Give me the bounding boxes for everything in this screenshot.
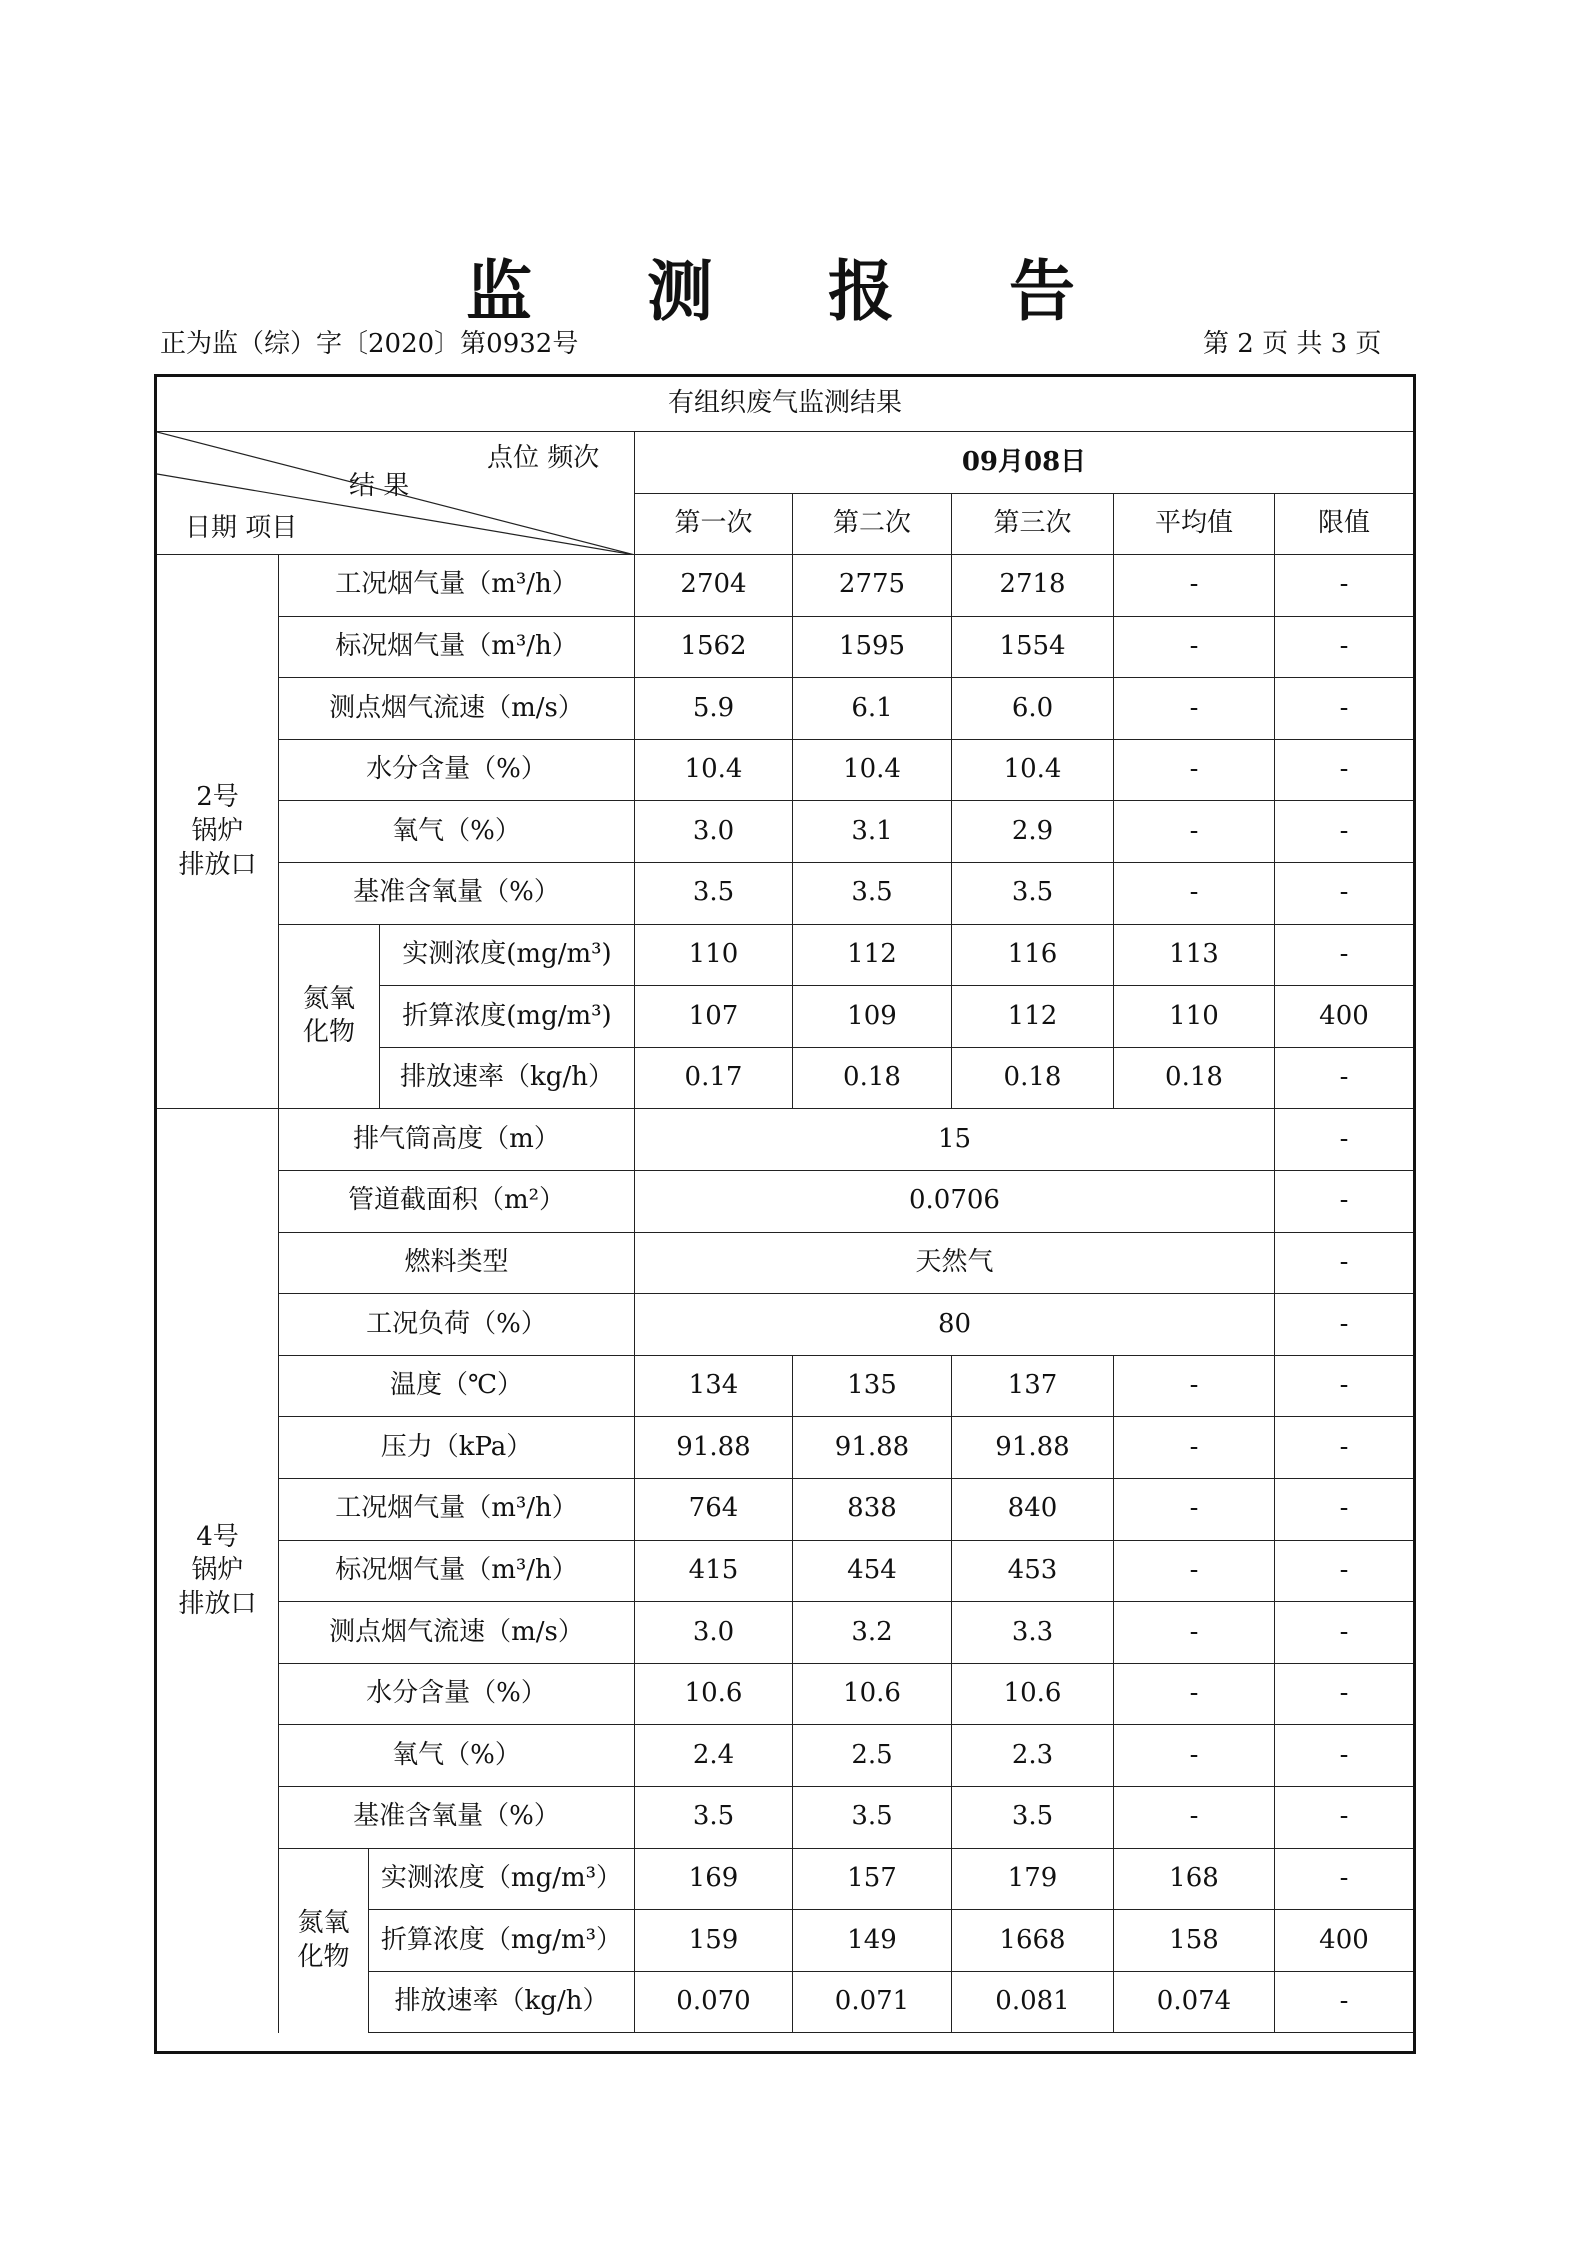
results-table — [154, 374, 1416, 2054]
boiler4-nox-row-0-value-1: 157 — [793, 1849, 952, 1911]
boiler2-nox-row-1-value-0: 107 — [635, 986, 793, 1048]
boiler2-row-2-value-2: 6.0 — [952, 678, 1114, 740]
boiler2-row-5-value-0: 3.5 — [635, 863, 793, 925]
boiler2-row-1-value-1: 1595 — [793, 617, 952, 679]
header-col-2: 第三次 — [952, 494, 1114, 555]
boiler4-nox-row-2-value-4: - — [1275, 1972, 1413, 2034]
header-date-item: 日期 项目 — [185, 513, 298, 543]
boiler4-row-5-value-4: - — [1275, 1664, 1413, 1726]
boiler4-row-4-value-1: 3.2 — [793, 1602, 952, 1664]
boiler2-nox-row-2-item: 排放速率（kg/h） — [380, 1048, 635, 1110]
boiler4-row-5-value-3: - — [1114, 1664, 1275, 1726]
boiler4-row-7-item: 基准含氧量（%） — [279, 1787, 635, 1849]
boiler2-row-2-value-1: 6.1 — [793, 678, 952, 740]
boiler2-row-0-value-4: - — [1275, 555, 1413, 617]
boiler4-nox-row-0-value-3: 168 — [1114, 1849, 1275, 1911]
boiler2-row-1-item: 标况烟气量（m³/h） — [279, 617, 635, 679]
boiler2-nox-row-2-value-3: 0.18 — [1114, 1048, 1275, 1110]
header-date: 09月08日 — [635, 432, 1413, 494]
section-label-boiler-2: 2号 锅炉 排放口 — [157, 555, 279, 1109]
boiler2-row-2-value-3: - — [1114, 678, 1275, 740]
boiler2-nox-row-2-value-4: - — [1275, 1048, 1413, 1110]
boiler4-row-6-value-1: 2.5 — [793, 1725, 952, 1787]
boiler2-nox-row-1-value-4: 400 — [1275, 986, 1413, 1048]
boiler4-merged-row-1-value: 0.0706 — [635, 1171, 1275, 1233]
boiler4-row-3-value-4: - — [1275, 1541, 1413, 1603]
boiler4-row-6-item: 氧气（%） — [279, 1725, 635, 1787]
boiler4-row-7-value-1: 3.5 — [793, 1787, 952, 1849]
boiler4-merged-row-2-value: 天然气 — [635, 1233, 1275, 1295]
boiler4-row-7-value-4: - — [1275, 1787, 1413, 1849]
boiler2-row-0-value-2: 2718 — [952, 555, 1114, 617]
boiler4-row-3-value-1: 454 — [793, 1541, 952, 1603]
boiler4-merged-row-2-limit: - — [1275, 1233, 1413, 1295]
boiler2-row-1-value-3: - — [1114, 617, 1275, 679]
header-point-freq: 点位 频次 — [487, 443, 600, 473]
boiler2-row-5-item: 基准含氧量（%） — [279, 863, 635, 925]
boiler4-row-3-value-3: - — [1114, 1541, 1275, 1603]
boiler4-nox-row-2-item: 排放速率（kg/h） — [369, 1972, 635, 2034]
boiler2-row-4-value-2: 2.9 — [952, 801, 1114, 863]
table-caption: 有组织废气监测结果 — [157, 377, 1413, 432]
boiler4-nox-row-1-value-1: 149 — [793, 1910, 952, 1972]
report-title: 监 测 报 告 — [466, 252, 1121, 330]
boiler2-nox-row-0-item: 实测浓度(mg/m³) — [380, 925, 635, 987]
boiler4-row-1-value-0: 91.88 — [635, 1417, 793, 1479]
boiler4-row-0-value-2: 137 — [952, 1356, 1114, 1418]
boiler4-row-2-value-0: 764 — [635, 1479, 793, 1541]
boiler4-nox-row-1-value-0: 159 — [635, 1910, 793, 1972]
boiler4-nox-row-2-value-1: 0.071 — [793, 1972, 952, 2034]
boiler2-row-0-value-0: 2704 — [635, 555, 793, 617]
boiler4-nox-row-2-value-0: 0.070 — [635, 1972, 793, 2034]
boiler4-row-6-value-3: - — [1114, 1725, 1275, 1787]
boiler4-row-7-value-0: 3.5 — [635, 1787, 793, 1849]
boiler4-row-4-item: 测点烟气流速（m/s） — [279, 1602, 635, 1664]
boiler4-row-3-item: 标况烟气量（m³/h） — [279, 1541, 635, 1603]
boiler2-nox-row-0-value-0: 110 — [635, 925, 793, 987]
header-col-0: 第一次 — [635, 494, 793, 555]
boiler4-nox-row-0-value-0: 169 — [635, 1849, 793, 1911]
boiler4-row-1-value-4: - — [1275, 1417, 1413, 1479]
boiler2-row-3-value-2: 10.4 — [952, 740, 1114, 802]
boiler4-row-0-item: 温度（℃） — [279, 1356, 635, 1418]
boiler4-row-5-value-0: 10.6 — [635, 1664, 793, 1726]
boiler2-row-4-item: 氧气（%） — [279, 801, 635, 863]
boiler4-nox-row-1-value-4: 400 — [1275, 1910, 1413, 1972]
header-corner — [157, 432, 635, 555]
boiler4-row-3-value-0: 415 — [635, 1541, 793, 1603]
boiler4-row-2-value-2: 840 — [952, 1479, 1114, 1541]
document-number: 正为监（综）字〔2020〕第0932号 — [160, 329, 579, 359]
boiler4-nox-label: 氮氧 化物 — [279, 1849, 369, 2034]
boiler2-row-1-value-2: 1554 — [952, 617, 1114, 679]
boiler2-nox-row-2-value-1: 0.18 — [793, 1048, 952, 1110]
boiler4-merged-row-3-value: 80 — [635, 1294, 1275, 1356]
boiler4-row-2-value-3: - — [1114, 1479, 1275, 1541]
boiler4-nox-row-1-value-2: 1668 — [952, 1910, 1114, 1972]
boiler4-row-1-value-1: 91.88 — [793, 1417, 952, 1479]
boiler2-row-2-value-4: - — [1275, 678, 1413, 740]
boiler4-row-4-value-4: - — [1275, 1602, 1413, 1664]
boiler4-row-5-value-2: 10.6 — [952, 1664, 1114, 1726]
boiler2-row-4-value-4: - — [1275, 801, 1413, 863]
boiler4-merged-row-1-limit: - — [1275, 1171, 1413, 1233]
boiler2-nox-row-0-value-3: 113 — [1114, 925, 1275, 987]
header-col-1: 第二次 — [793, 494, 952, 555]
boiler4-merged-row-0-limit: - — [1275, 1109, 1413, 1171]
boiler4-row-4-value-2: 3.3 — [952, 1602, 1114, 1664]
boiler4-row-1-value-3: - — [1114, 1417, 1275, 1479]
boiler2-row-3-value-4: - — [1275, 740, 1413, 802]
boiler4-row-0-value-3: - — [1114, 1356, 1275, 1418]
boiler2-nox-row-1-value-2: 112 — [952, 986, 1114, 1048]
boiler4-row-0-value-1: 135 — [793, 1356, 952, 1418]
boiler4-row-2-value-1: 838 — [793, 1479, 952, 1541]
header-result: 结 果 — [349, 471, 410, 501]
header-col-4: 限值 — [1275, 494, 1413, 555]
boiler2-row-1-value-4: - — [1275, 617, 1413, 679]
boiler4-row-5-value-1: 10.6 — [793, 1664, 952, 1726]
boiler4-row-2-value-4: - — [1275, 1479, 1413, 1541]
boiler2-nox-row-0-value-1: 112 — [793, 925, 952, 987]
boiler4-row-2-item: 工况烟气量（m³/h） — [279, 1479, 635, 1541]
boiler4-row-0-value-4: - — [1275, 1356, 1413, 1418]
boiler2-row-4-value-1: 3.1 — [793, 801, 952, 863]
boiler4-merged-row-3-limit: - — [1275, 1294, 1413, 1356]
boiler2-row-3-value-1: 10.4 — [793, 740, 952, 802]
boiler4-row-0-value-0: 134 — [635, 1356, 793, 1418]
boiler4-nox-row-2-value-2: 0.081 — [952, 1972, 1114, 2034]
boiler4-row-3-value-2: 453 — [952, 1541, 1114, 1603]
section-label-boiler-4: 4号 锅炉 排放口 — [157, 1109, 279, 2033]
boiler4-nox-row-1-value-3: 158 — [1114, 1910, 1275, 1972]
boiler4-row-6-value-0: 2.4 — [635, 1725, 793, 1787]
boiler2-row-4-value-3: - — [1114, 801, 1275, 863]
boiler4-row-6-value-4: - — [1275, 1725, 1413, 1787]
boiler2-row-5-value-3: - — [1114, 863, 1275, 925]
boiler4-nox-row-1-item: 折算浓度（mg/m³） — [369, 1910, 635, 1972]
boiler2-row-3-value-0: 10.4 — [635, 740, 793, 802]
boiler2-row-1-value-0: 1562 — [635, 617, 793, 679]
boiler2-nox-row-1-value-3: 110 — [1114, 986, 1275, 1048]
boiler2-nox-row-2-value-2: 0.18 — [952, 1048, 1114, 1110]
boiler2-row-2-value-0: 5.9 — [635, 678, 793, 740]
boiler2-row-3-value-3: - — [1114, 740, 1275, 802]
boiler2-nox-row-0-value-2: 116 — [952, 925, 1114, 987]
boiler4-merged-row-0-item: 排气筒高度（m） — [279, 1109, 635, 1171]
boiler4-row-4-value-0: 3.0 — [635, 1602, 793, 1664]
boiler2-row-2-item: 测点烟气流速（m/s） — [279, 678, 635, 740]
page-indicator: 第 2 页 共 3 页 — [1203, 329, 1382, 359]
boiler2-row-3-item: 水分含量（%） — [279, 740, 635, 802]
boiler4-merged-row-2-item: 燃料类型 — [279, 1233, 635, 1295]
boiler4-merged-row-1-item: 管道截面积（m²） — [279, 1171, 635, 1233]
boiler2-nox-row-0-value-4: - — [1275, 925, 1413, 987]
boiler4-nox-row-0-value-4: - — [1275, 1849, 1413, 1911]
boiler2-nox-row-1-item: 折算浓度(mg/m³) — [380, 986, 635, 1048]
boiler4-merged-row-3-item: 工况负荷（%） — [279, 1294, 635, 1356]
boiler2-row-0-item: 工况烟气量（m³/h） — [279, 555, 635, 617]
boiler4-row-7-value-2: 3.5 — [952, 1787, 1114, 1849]
boiler4-nox-row-0-value-2: 179 — [952, 1849, 1114, 1911]
boiler4-row-7-value-3: - — [1114, 1787, 1275, 1849]
boiler4-row-1-item: 压力（kPa） — [279, 1417, 635, 1479]
boiler4-row-5-item: 水分含量（%） — [279, 1664, 635, 1726]
boiler4-nox-row-2-value-3: 0.074 — [1114, 1972, 1275, 2034]
boiler4-row-1-value-2: 91.88 — [952, 1417, 1114, 1479]
boiler4-row-4-value-3: - — [1114, 1602, 1275, 1664]
boiler4-nox-row-0-item: 实测浓度（mg/m³） — [369, 1849, 635, 1911]
boiler2-row-5-value-2: 3.5 — [952, 863, 1114, 925]
boiler4-row-6-value-2: 2.3 — [952, 1725, 1114, 1787]
boiler2-row-0-value-3: - — [1114, 555, 1275, 617]
header-col-3: 平均值 — [1114, 494, 1275, 555]
boiler2-nox-row-2-value-0: 0.17 — [635, 1048, 793, 1110]
boiler2-row-0-value-1: 2775 — [793, 555, 952, 617]
boiler2-nox-row-1-value-1: 109 — [793, 986, 952, 1048]
boiler2-row-5-value-4: - — [1275, 863, 1413, 925]
boiler2-row-5-value-1: 3.5 — [793, 863, 952, 925]
boiler4-merged-row-0-value: 15 — [635, 1109, 1275, 1171]
boiler2-nox-label: 氮氧 化物 — [279, 925, 380, 1110]
boiler2-row-4-value-0: 3.0 — [635, 801, 793, 863]
